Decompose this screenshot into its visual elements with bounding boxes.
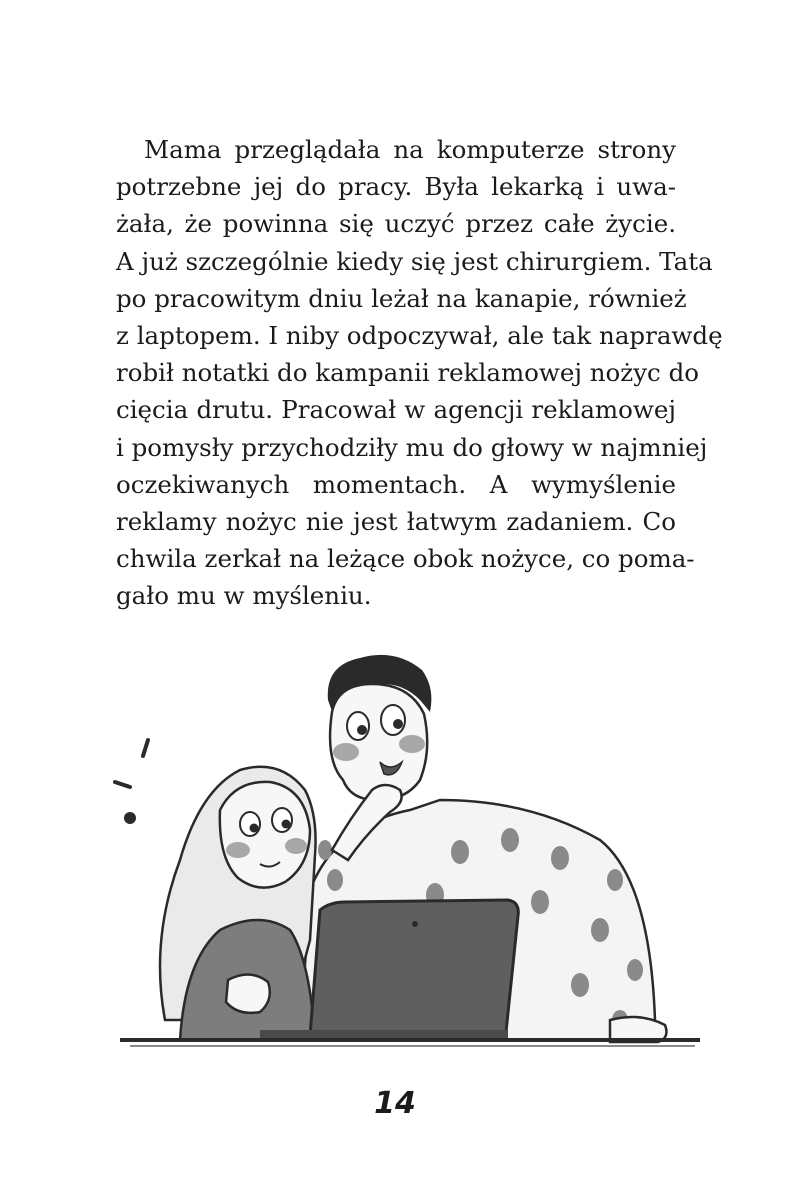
laptop-camera [412, 921, 418, 927]
text-line: oczekiwanych momentach. A wymyślenie [116, 469, 676, 499]
laptop-screen-back [310, 900, 518, 1036]
excitement-marks [115, 740, 148, 822]
man-cheek [399, 735, 425, 753]
text-line: potrzebne jej do pracy. Była lekarką i uwa- [116, 172, 676, 202]
laptop-base [260, 1030, 508, 1038]
text-line: reklamy nożyc nie jest łatwym zadaniem. Co [116, 506, 676, 536]
text-line: robił notatki do kampanii reklamowej nożyc do [116, 358, 699, 388]
text-line: Mama przeglądała na komputerze strony [144, 135, 676, 164]
illustration [110, 640, 710, 1070]
text-line: gało mu w myśleniu. [116, 581, 372, 611]
girl-face [220, 782, 310, 888]
text-line: cięcia drutu. Pracował w agencji reklamowej [116, 395, 676, 425]
text-line: żała, że powinna się uczyć przez całe życie. [116, 209, 676, 239]
text-line: z laptopem. I niby odpoczywał, ale tak naprawdę [116, 320, 723, 350]
text-line: A już szczególnie kiedy się jest chirurgiem. Tata [116, 246, 713, 276]
girl-cheek [226, 842, 250, 858]
body-paragraph [116, 131, 723, 614]
page-number: 14 [374, 1086, 416, 1121]
girl-cheek [285, 838, 307, 854]
girl-hand [226, 974, 270, 1012]
text-line: po pracowitym dniu leżał na kanapie, również [116, 283, 687, 313]
text-line: chwila zerkał na leżące obok nożyce, co poma- [116, 544, 695, 574]
text-line: i pomysły przychodziły mu do głowy w najmniej [116, 432, 708, 462]
man-cheek [333, 743, 359, 761]
